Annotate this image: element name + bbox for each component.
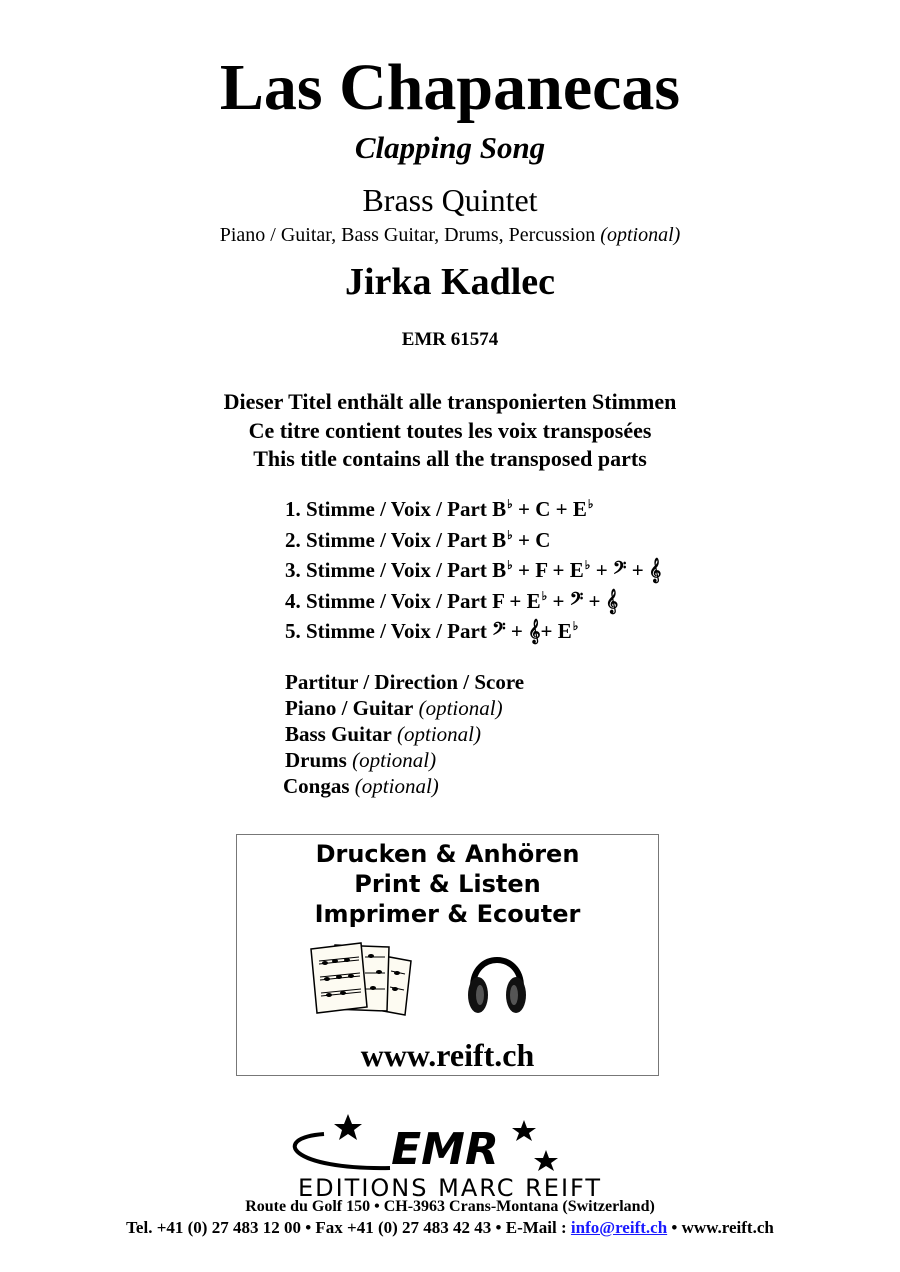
treble-clef-icon: 𝄞 (528, 619, 541, 643)
extra-bass-guitar: Bass Guitar (optional) (285, 722, 482, 746)
extra-piano-guitar: Piano / Guitar (optional) (285, 696, 503, 720)
ensemble: Brass Quintet (362, 182, 538, 218)
publisher-address: Route du Golf 150 • CH-3963 Crans-Montana (Switzerland) (245, 1198, 655, 1215)
notice-english: This title contains all the transposed parts (253, 446, 647, 471)
treble-clef-icon: 𝄞 (605, 588, 619, 613)
publisher-name: EDITIONS MARC REIFT (297, 1174, 603, 1200)
promo-line-german: Drucken & Anhören (315, 840, 580, 868)
emr-logo (240, 1108, 660, 1200)
catalog-number: EMR 61574 (401, 329, 499, 350)
extra-parts-list (285, 669, 524, 799)
transposed-notice (0, 388, 900, 474)
parts-list (285, 489, 661, 642)
notice-french: Ce titre contient toutes les voix transposées (248, 417, 652, 443)
promo-line-english: Print & Listen (354, 870, 541, 898)
instrumentation-note: (optional) (600, 224, 681, 246)
bass-clef-icon: 𝄢 (569, 588, 584, 613)
print-listen-box (236, 834, 659, 1076)
bass-clef-icon: 𝄢 (492, 619, 506, 643)
page-title: Las Chapanecas (219, 51, 681, 124)
headphones-icon (465, 943, 529, 1017)
logo-mark: EMR (391, 1124, 499, 1175)
part-label: 2. Stimme / Voix / Part (285, 527, 487, 552)
sheet-music-icon (309, 941, 421, 1017)
part-1: 1. Stimme / Voix / Part B♭ + C + E♭ (285, 497, 594, 521)
notice-german: Dieser Titel enthält alle transponierten Stimmen (223, 389, 677, 414)
email-link[interactable]: info@reift.ch (570, 1218, 668, 1237)
instrumentation (0, 222, 900, 248)
part-label: 3. Stimme / Voix / Part (285, 558, 487, 582)
instrumentation-main: Piano / Guitar, Bass Guitar, Drums, Percussion (219, 224, 596, 246)
composer: Jirka Kadlec (344, 261, 556, 303)
extra-drums: Drums (optional) (285, 748, 437, 772)
part-3: 3. Stimme / Voix / Part B♭ + F + E♭ + 𝄢 + 𝄞 (285, 558, 662, 582)
part-2: 2. Stimme / Voix / Part B♭ + C (285, 527, 551, 552)
part-label: 1. Stimme / Voix / Part (285, 497, 487, 521)
subtitle: Clapping Song (354, 130, 546, 165)
part-5: 5. Stimme / Voix / Part 𝄢 + 𝄞+ E♭ (285, 619, 579, 643)
part-4: 4. Stimme / Voix / Part F + E♭ + 𝄢 + 𝄞 (285, 588, 619, 613)
part-label: 5. Stimme / Voix / Part (285, 619, 487, 643)
publisher-contact: Tel. +41 (0) 27 483 12 00 • Fax +41 (0) 27 483 42 43 • E-Mail : info@reift.ch • www.reift.ch (126, 1218, 774, 1237)
extra-score: Partitur / Direction / Score (285, 670, 525, 694)
promo-url[interactable]: www.reift.ch (360, 1037, 535, 1073)
part-label: 4. Stimme / Voix / Part (285, 588, 487, 613)
extra-congas: Congas (optional) (283, 774, 439, 798)
treble-clef-icon: 𝄞 (648, 558, 662, 582)
bass-clef-icon: 𝄢 (612, 558, 627, 582)
promo-line-french: Imprimer & Ecouter (314, 900, 581, 928)
